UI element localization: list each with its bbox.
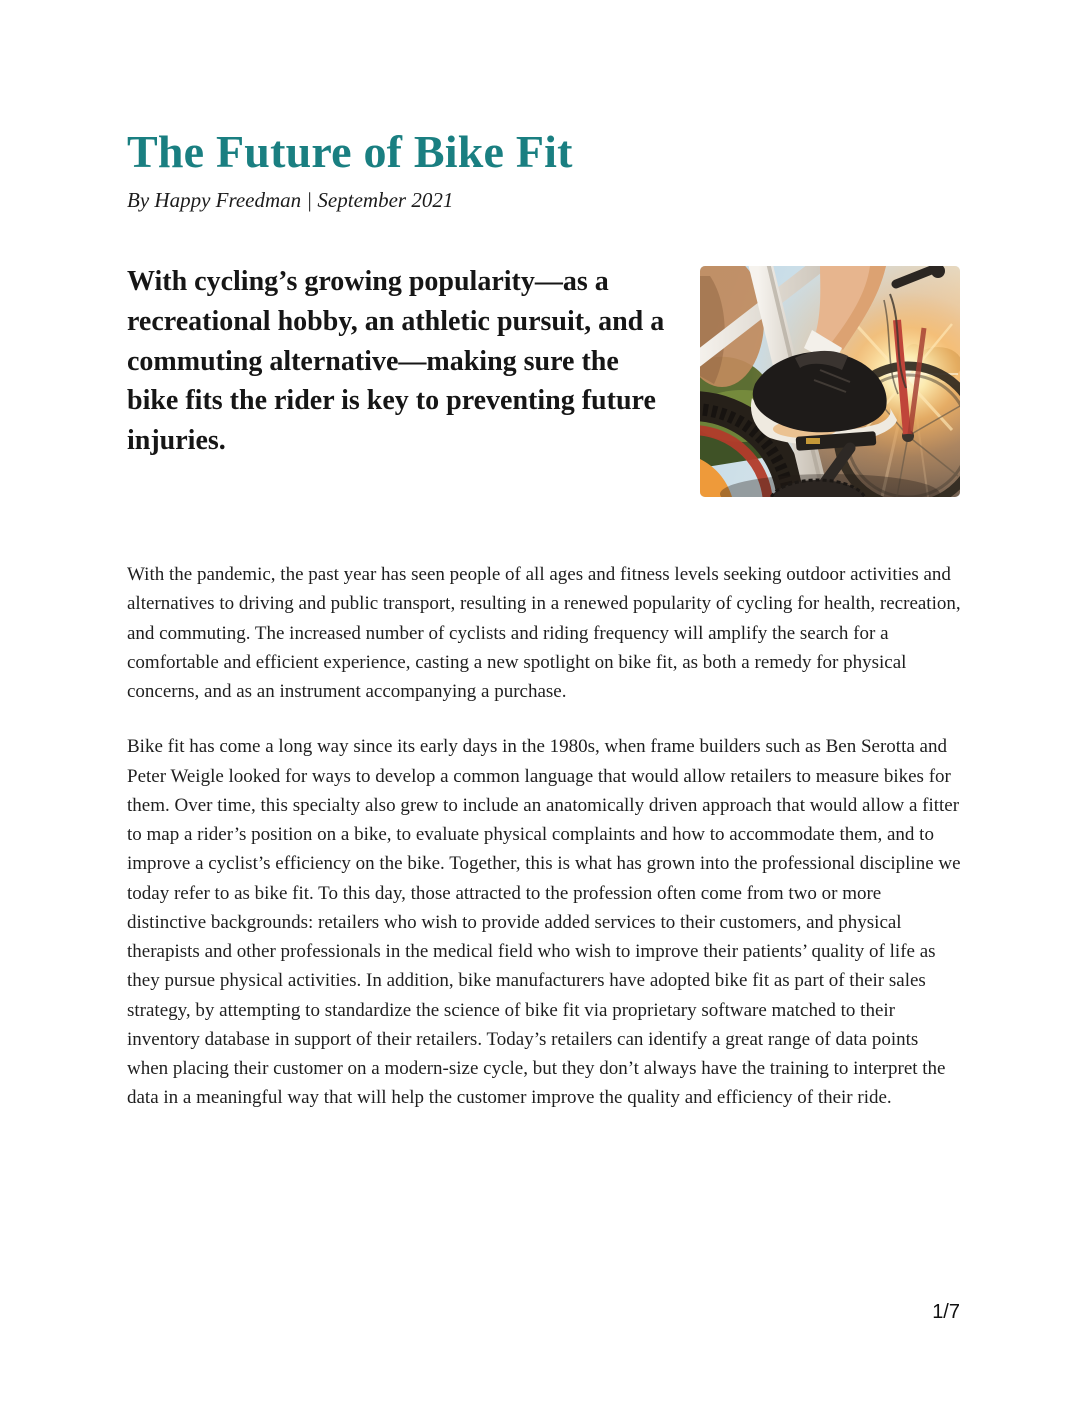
body-paragraph-2: Bike fit has come a long way since its early days in the 1980s, when frame builders such as Ben Serotta and Peter Weigle looked for ways to develop a common language that would allow retailers to measure bikes for them. Over time, this specialty also grew to include an anatomically driven approach that would allow a fitter to map a rider’s position on a bike, to evaluate physical complaints and how to accommodate them, and to improve a cyclist’s efficiency on the bike. Together, this is what has grown into the professional discipline we today refer to as bike fit. To this day, those attracted to the profession often come from two or more distinctive backgrounds: retailers who wish to provide added services to their customers, and physical therapists and other professionals in the medical field who wish to improve their patients’ quality of life as they pursue physical activities. In addition, bike manufacturers have adopted bike fit as part of their sales strategy, by attempting to standardize the science of bike fit via proprietary software matched to their inventory database in support of their retailers. Today’s retailers can identify a great range of data points when placing their customer on a modern-size cycle, but they don’t always have the training to interpret the data in a meaningful way that will help the customer improve the quality and efficiency of their ride. <box>127 736 961 1109</box>
hero-image <box>700 266 960 497</box>
bicycle-pedal-photo-illustration <box>700 266 960 497</box>
body-paragraph-1: With the pandemic, the past year has seen people of all ages and fitness levels seeking outdoor activities and alternatives to driving and public transport, resulting in a renewed popularity of cycling for health, recreation, and commuting. The increased number of cyclists and riding frequency will amplify the search for a comfortable and efficient experience, casting a new spotlight on bike fit, as both a remedy for physical concerns, and as an instrument accompanying a purchase. <box>127 564 961 702</box>
byline: By Happy Freedman | September 2021 <box>127 187 454 212</box>
article-header <box>127 126 573 213</box>
page-number: 1/7 <box>932 1301 960 1323</box>
article-body <box>127 560 963 1139</box>
lede-paragraph: With cycling’s growing popularity—as a recreational hobby, an athletic pursuit, and a commuting alternative—making sure the bike fits the rider is key to preventing future injuries. <box>127 266 665 456</box>
page-footer <box>932 1301 960 1324</box>
page-title: The Future of Bike Fit <box>127 126 573 177</box>
